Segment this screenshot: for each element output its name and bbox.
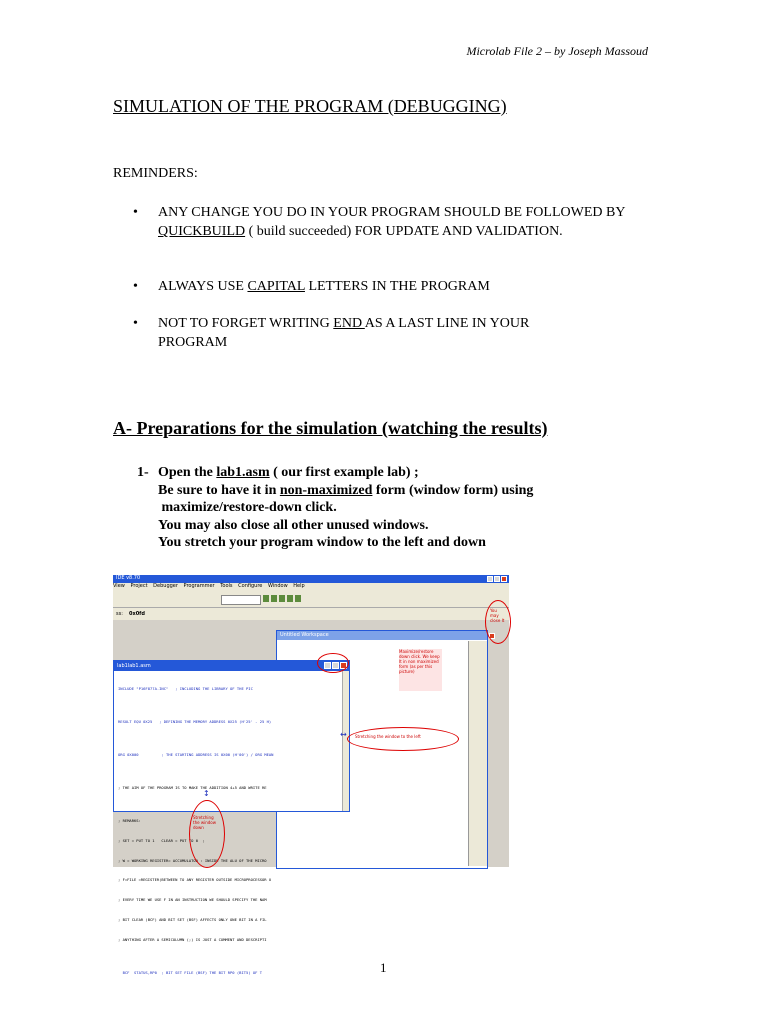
- make-icon: [271, 595, 277, 602]
- code-line: BCF STATUS,RP0 ; BIT SET FILE (BSF) THE BIT RP0 (BIT5) OF T: [118, 969, 263, 975]
- step-line-4: You may also close all other unused windows.: [158, 517, 429, 533]
- workspace-titlebar: [277, 631, 487, 640]
- stretch-left-arrow-icon: ↔: [340, 730, 347, 739]
- file-name: lab1.asm: [216, 465, 270, 480]
- stretch-down-note: Stretching the window down: [193, 815, 217, 830]
- code-line: ORG 0X000 ; THE STARTING ADDRESS IS 0X00 (H'00') / ORG MEAN: [118, 752, 274, 758]
- workspace-side-panel: [468, 641, 487, 866]
- step-line-3: maximize/restore-down click.: [158, 500, 337, 515]
- reminder-text-2: ALWAYS USE CAPITAL LETTERS IN THE PROGRAM: [158, 279, 490, 294]
- code-title: lab1lab1.asm: [117, 663, 151, 669]
- annotation-ellipse-buttons: [317, 653, 349, 673]
- code-line: ; EVERY TIME WE USE F IN AN INSTRUCTION WE SHOULD SPECIFY THE NAM: [118, 897, 267, 903]
- debug-icon: [287, 595, 293, 602]
- ide-screenshot: [113, 575, 509, 975]
- code-line: ; THE AIM OF THE PROGRAM IS TO MAKE THE ADDITION 4+5 AND WRITE RE: [118, 785, 267, 791]
- toolbar-icons: [263, 595, 301, 602]
- workspace-title: Untitled Workspace: [280, 632, 329, 638]
- stretch-down-arrow-icon: ↕: [203, 789, 210, 798]
- address-value: 0x0fd: [129, 611, 145, 617]
- restore-icon: [494, 576, 500, 582]
- menu-window: Window: [267, 583, 288, 589]
- page-number: 1: [380, 960, 387, 975]
- code-lines: [118, 673, 340, 990]
- reminders-heading: REMINDERS:: [113, 166, 198, 181]
- save-icon: [279, 595, 285, 602]
- menu-view: View: [113, 583, 125, 589]
- code-line: ; SET = PUT TO 1 CLEAR = PUT TO 0 ;: [118, 837, 205, 843]
- step-line-1: Open the lab1.asm ( our first example lab) ;: [158, 465, 419, 480]
- ide-window-buttons: [487, 576, 507, 582]
- ide-titlebar: [113, 575, 509, 583]
- menu-tools: Tools: [220, 583, 233, 589]
- code-line: INCLUDE "P16F877A.INC" ; INCLUDING THE LIBRARY OF THE PIC: [118, 686, 253, 692]
- code-line: ; BIT CLEAR (BCF) AND BIT SET (BSF) AFFECTS ONLY ONE BIT IN A FIL: [118, 916, 267, 922]
- non-maximized-term: non-maximized: [279, 482, 373, 498]
- reminder-text-3: NOT TO FORGET WRITING END AS A LAST LINE IN YOUR PROGRAM: [158, 316, 530, 350]
- ide-addressbar: [113, 608, 509, 620]
- menu-debugger: Debugger: [153, 583, 178, 589]
- close-note: You may close It: [490, 608, 505, 623]
- menu-configure: Configure: [238, 583, 263, 589]
- step-line-5: You stretch your program window to the left and down: [158, 535, 486, 550]
- code-line: ; REMARKS:: [118, 818, 141, 824]
- maximize-note: Maximize/restore down click. We keep It in non maximized form (as per this picture): [399, 649, 442, 691]
- address-label: ss:: [116, 611, 123, 617]
- bullet-icon: •: [133, 316, 138, 331]
- help-icon: [295, 595, 301, 602]
- code-titlebar: [114, 661, 349, 671]
- config-dropdown: [221, 595, 261, 605]
- reminder-text-1: ANY CHANGE YOU DO IN YOUR PROGRAM SHOULD BE FOLLOWED BY QUICKBUILD ( build succeeded) FOR UPDATE AND VALIDATION.: [158, 205, 625, 239]
- menu-help: Help: [293, 583, 305, 589]
- page-title: SIMULATION OF THE PROGRAM (DEBUGGING): [113, 96, 507, 116]
- build-icon: [263, 595, 269, 602]
- annotation-ellipse-stretch-left: [347, 727, 459, 751]
- menu-programmer: Programmer: [183, 583, 215, 589]
- quickbuild-term: QUICKBUILD: [158, 224, 246, 239]
- ide-title: IDE v8.70: [116, 575, 141, 581]
- ide-toolbar: [113, 591, 509, 608]
- close-icon: [501, 576, 507, 582]
- bullet-icon: •: [133, 205, 138, 220]
- code-line: RESULT EQU 0X25 ; DEFINING THE MEMORY ADDRESS 0X25 (H'25' - 25 H): [118, 719, 272, 725]
- step-line-2: Be sure to have it in non-maximized form (window form) using: [158, 482, 534, 498]
- stretch-left-note: Stretching the window to the left: [355, 734, 421, 739]
- capital-term: CAPITAL: [247, 279, 305, 294]
- minimize-icon: [487, 576, 493, 582]
- step-body: [158, 464, 578, 552]
- step-number: 1-: [137, 465, 149, 480]
- ide-menubar: [113, 583, 509, 591]
- end-term: END: [333, 316, 365, 331]
- annotation-ellipse-stretch-down: [189, 800, 225, 868]
- code-line: ; W = WORKING REGISTER= ACCUMULATOR : INSIDE THE ALU OF THE MICRO: [118, 857, 267, 863]
- section-a-heading: A- Preparations for the simulation (watching the results): [113, 418, 548, 438]
- code-line: ; F=FILE =REGISTER(BETWEEN TO ANY REGISTER OUTSIDE MICROPROCESSOR U: [118, 877, 272, 883]
- bullet-icon: •: [133, 279, 138, 294]
- menu-project: Project: [130, 583, 148, 589]
- code-line: ; ANYTHING AFTER A SEMICOLUMN (;) IS JUST A COMMENT AND DESCRIPTI: [118, 936, 267, 942]
- page-header: Microlab File 2 – by Joseph Massoud: [466, 44, 648, 58]
